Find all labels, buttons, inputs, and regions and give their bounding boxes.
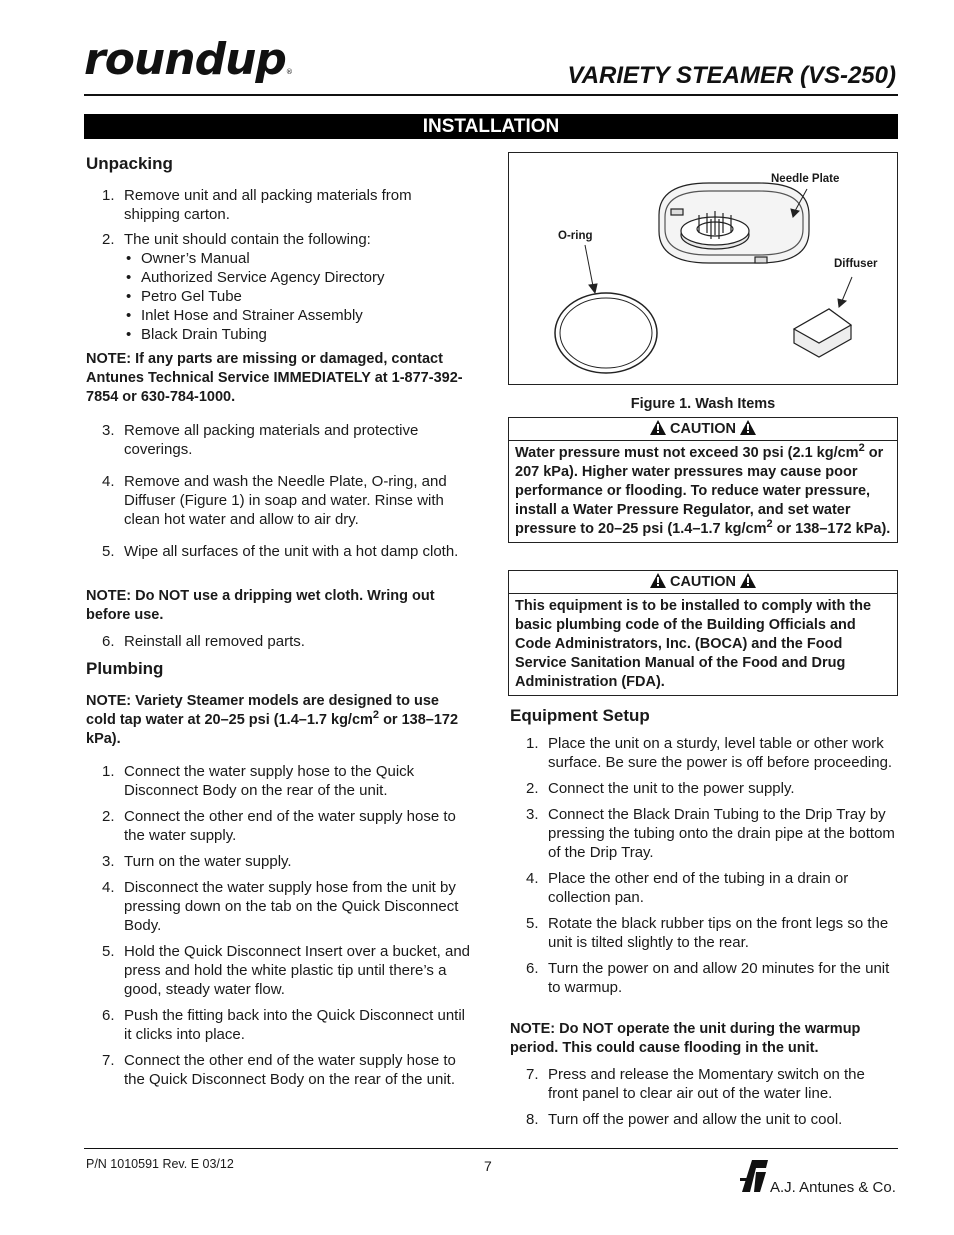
warmup-note: NOTE: Do NOT operate the unit during the warmup period. This could cause flooding in the unit.: [510, 1021, 861, 1056]
step-number: 3.: [102, 853, 115, 870]
figure-caption: Figure 1. Wash Items: [630, 396, 776, 412]
caution-label: CAUTION: [669, 574, 737, 590]
unpacking-steps-c: [86, 632, 471, 651]
step-number: 3.: [526, 806, 539, 823]
bullet-item: • Authorized Service Agency Directory: [124, 268, 471, 287]
warning-triangle-icon: [650, 420, 666, 435]
part-number: P/N 1010591 Rev. E 03/12: [86, 1157, 234, 1171]
step-text: Connect the unit to the power supply.: [548, 780, 795, 797]
aj-antunes-logo-icon: [740, 1158, 770, 1194]
caution-text: or 207 kPa). Higher water pressures may cause poor performance or flooding. To reduce water pressure, install a Water Pressure Regulator, and set water pressure to 20–25 psi (1.4–1.7 kg/cm: [515, 445, 884, 537]
step-text: Connect the water supply hose to the Quick Disconnect Body on the rear of the unit.: [124, 763, 415, 799]
o-ring-label: O-ring: [558, 230, 593, 242]
list-item: [86, 1006, 471, 1044]
diffuser-label: Diffuser: [834, 258, 878, 270]
step-number: 6.: [102, 633, 115, 650]
caution-text: Water pressure must not exceed 30 psi (2.1 kg/cm: [515, 445, 859, 461]
step-text: Connect the other end of the water supply hose to the Quick Disconnect Body on the rear of the unit.: [124, 1052, 456, 1088]
section-title-bar: INSTALLATION: [84, 114, 898, 139]
warning-triangle-icon: [740, 573, 756, 588]
step-text: Press and release the Momentary switch on the front panel to clear air out of the water line.: [548, 1066, 865, 1102]
list-item: [86, 807, 471, 845]
needle-plate-drawing: [659, 183, 809, 263]
plumbing-note: [86, 692, 471, 749]
plumbing-heading: Plumbing: [86, 659, 164, 678]
list-item: [86, 186, 471, 224]
list-item: [86, 1051, 471, 1089]
list-item: [510, 805, 898, 862]
list-item: [510, 1065, 898, 1103]
list-item: [510, 959, 898, 997]
list-item: [86, 878, 471, 935]
plumbing-steps: [86, 762, 471, 1089]
step-number: 4.: [526, 870, 539, 887]
step-number: 1.: [102, 763, 115, 780]
list-item: [86, 942, 471, 999]
bullet-item: • Owner’s Manual: [124, 249, 471, 268]
step-text: The unit should contain the following:: [124, 231, 371, 248]
wet-cloth-note: NOTE: Do NOT use a dripping wet cloth. Wring out before use.: [86, 588, 435, 623]
step-text: Reinstall all removed parts.: [124, 633, 305, 650]
page-number: 7: [484, 1158, 492, 1174]
bullet-item: • Petro Gel Tube: [124, 287, 471, 306]
step-number: 6.: [102, 1007, 115, 1024]
step-text: Place the other end of the tubing in a drain or collection pan.: [548, 870, 849, 906]
diffuser-drawing: [794, 309, 851, 357]
step-number: 3.: [102, 422, 115, 439]
step-number: 4.: [102, 879, 115, 896]
list-item: [510, 914, 898, 952]
step-number: 2.: [102, 808, 115, 825]
logo-text: roundup: [84, 34, 286, 85]
step-number: 5.: [526, 915, 539, 932]
list-item: [510, 734, 898, 772]
superscript: 2: [372, 709, 380, 722]
step-text: Hold the Quick Disconnect Insert over a bucket, and press and hold the white plastic tip until there’s a good, steady water flow.: [124, 943, 471, 998]
needle-plate-label: Needle Plate: [771, 173, 840, 185]
header-rule: [84, 94, 898, 96]
step-number: 2.: [102, 231, 115, 248]
caution-header: [509, 571, 897, 594]
step-text: Disconnect the water supply hose from the unit by pressing down on the tab on the Quick Disconnect Body.: [124, 879, 459, 934]
step-text: Turn off the power and allow the unit to cool.: [548, 1111, 843, 1128]
unit-contents-list: [124, 249, 471, 344]
step-number: 5.: [102, 543, 115, 560]
step-text: Place the unit on a sturdy, level table or other work surface. Be sure the power is off before proceeding.: [548, 735, 893, 771]
superscript: 2: [766, 518, 773, 531]
superscript: 2: [858, 442, 865, 455]
list-item: [86, 421, 471, 459]
missing-parts-note: NOTE: If any parts are missing or damaged, contact Antunes Technical Service IMMEDIATELY at 1-877-392-7854 or 630-784-1000.: [86, 351, 463, 405]
caution-body: [509, 441, 897, 542]
unpacking-steps-b: [86, 421, 471, 561]
step-text: Turn on the water supply.: [124, 853, 292, 870]
note-text: NOTE: Variety Steamer models are designed to use cold tap water at 20–25 psi (1.4–1.7 kg/cm: [86, 693, 439, 728]
step-text: Push the fitting back into the Quick Disconnect until it clicks into place.: [124, 1007, 466, 1043]
step-text: Remove all packing materials and protective coverings.: [124, 422, 419, 458]
list-item: [86, 230, 471, 344]
list-item: [86, 852, 471, 871]
setup-steps-b: [510, 1065, 898, 1129]
step-number: 5.: [102, 943, 115, 960]
setup-steps-a: [510, 734, 898, 997]
figure-wash-items: [508, 152, 898, 385]
list-item: [86, 472, 471, 529]
step-text: Turn the power on and allow 20 minutes for the unit to warmup.: [548, 960, 890, 996]
step-text: Rotate the black rubber tips on the front legs so the unit is tilted slightly to the rear.: [548, 915, 889, 951]
footer-rule: [84, 1148, 898, 1149]
registered-mark: ®: [285, 68, 292, 76]
step-number: 1.: [102, 187, 115, 204]
step-text: Remove unit and all packing materials from shipping carton.: [124, 187, 412, 223]
step-number: 2.: [526, 780, 539, 797]
warning-triangle-icon: [740, 420, 756, 435]
bullet-item: • Black Drain Tubing: [124, 325, 471, 344]
bullet-item: • Inlet Hose and Strainer Assembly: [124, 306, 471, 325]
step-text: Connect the Black Drain Tubing to the Drip Tray by pressing the tubing onto the drain pipe at the bottom of the Drip Tray.: [548, 806, 895, 861]
step-number: 7.: [526, 1066, 539, 1083]
caution-body: This equipment is to be installed to comply with the basic plumbing code of the Building Officials and Code Administrators, Inc. (BOCA) and the Food Service Sanitation Manual of the Food and Drug Administration (FDA).: [515, 598, 872, 690]
equipment-setup-heading: Equipment Setup: [510, 706, 650, 725]
list-item: [86, 762, 471, 800]
document-title: VARIETY STEAMER (VS-250): [567, 62, 896, 89]
caution-water-pressure: [508, 417, 898, 543]
caution-header: [509, 418, 897, 441]
company-name: A.J. Antunes & Co.: [770, 1179, 896, 1196]
list-item: [510, 779, 898, 798]
step-number: 8.: [526, 1111, 539, 1128]
o-ring-drawing: [555, 293, 657, 373]
list-item: [510, 1110, 898, 1129]
step-number: 4.: [102, 473, 115, 490]
roundup-logo: [84, 34, 292, 85]
step-text: Remove and wash the Needle Plate, O-ring, and Diffuser (Figure 1) in soap and water. Rinse with clean hot water and allow to air dry.: [124, 473, 447, 528]
list-item: [86, 632, 471, 651]
caution-plumbing-code: [508, 570, 898, 696]
caution-label: CAUTION: [669, 421, 737, 437]
step-text: Wipe all surfaces of the unit with a hot damp cloth.: [124, 543, 459, 560]
step-number: 7.: [102, 1052, 115, 1069]
caution-text: or 138–172 kPa).: [772, 521, 891, 537]
list-item: [86, 542, 471, 561]
unpacking-steps-a: [86, 186, 471, 344]
step-number: 6.: [526, 960, 539, 977]
note-text: or 138–172 kPa).: [86, 712, 459, 747]
warning-triangle-icon: [650, 573, 666, 588]
list-item: [510, 869, 898, 907]
unpacking-heading: Unpacking: [86, 154, 173, 173]
step-number: 1.: [526, 735, 539, 752]
step-text: Connect the other end of the water supply hose to the water supply.: [124, 808, 456, 844]
